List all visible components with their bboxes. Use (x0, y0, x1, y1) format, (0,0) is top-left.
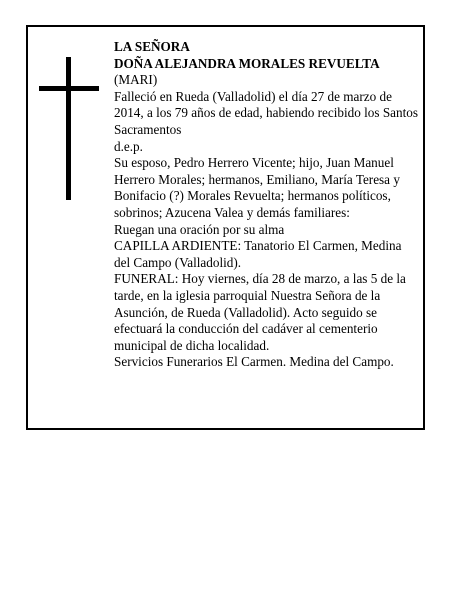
death-details: Falleció en Rueda (Valladolid) el día 27 de marzo de 2014, a los 79 años de edad, habiendo recibido los Santos Sacramentos (114, 88, 418, 137)
rest-in-peace: d.e.p. (114, 138, 143, 154)
family-list: Su esposo, Pedro Herrero Vicente; hijo, Juan Manuel Herrero Morales; hermanos, Emiliano, María Teresa y Bonifacio (?) Morales Revuelta; hermanos políticos, sobrinos; Azucena Valea y demás familiares: (114, 155, 400, 220)
funeral-info: FUNERAL: Hoy viernes, día 28 de marzo, a las 5 de la tarde, en la iglesia parroquial Nuestra Señora de la Asunción, de Rueda (Valladolid). Acto seguido se efectuará la conducción del cadáver al cementerio municipal de dicha localidad. (114, 271, 406, 353)
deceased-nickname: (MARI) (114, 72, 158, 88)
notice-text (114, 39, 420, 371)
cross-horizontal-bar (39, 86, 99, 91)
cross-icon (39, 57, 99, 200)
deceased-name: DOÑA ALEJANDRA MORALES REVUELTA (114, 55, 380, 71)
obituary-notice (26, 25, 425, 430)
funeral-services: Servicios Funerarios El Carmen. Medina del Campo. (114, 354, 394, 370)
notice-title: LA SEÑORA (114, 39, 190, 54)
cross-vertical-bar (66, 57, 71, 200)
chapel-info: CAPILLA ARDIENTE: Tanatorio El Carmen, Medina del Campo (Valladolid). (114, 238, 402, 270)
prayer-request: Ruegan una oración por su alma (114, 221, 285, 237)
